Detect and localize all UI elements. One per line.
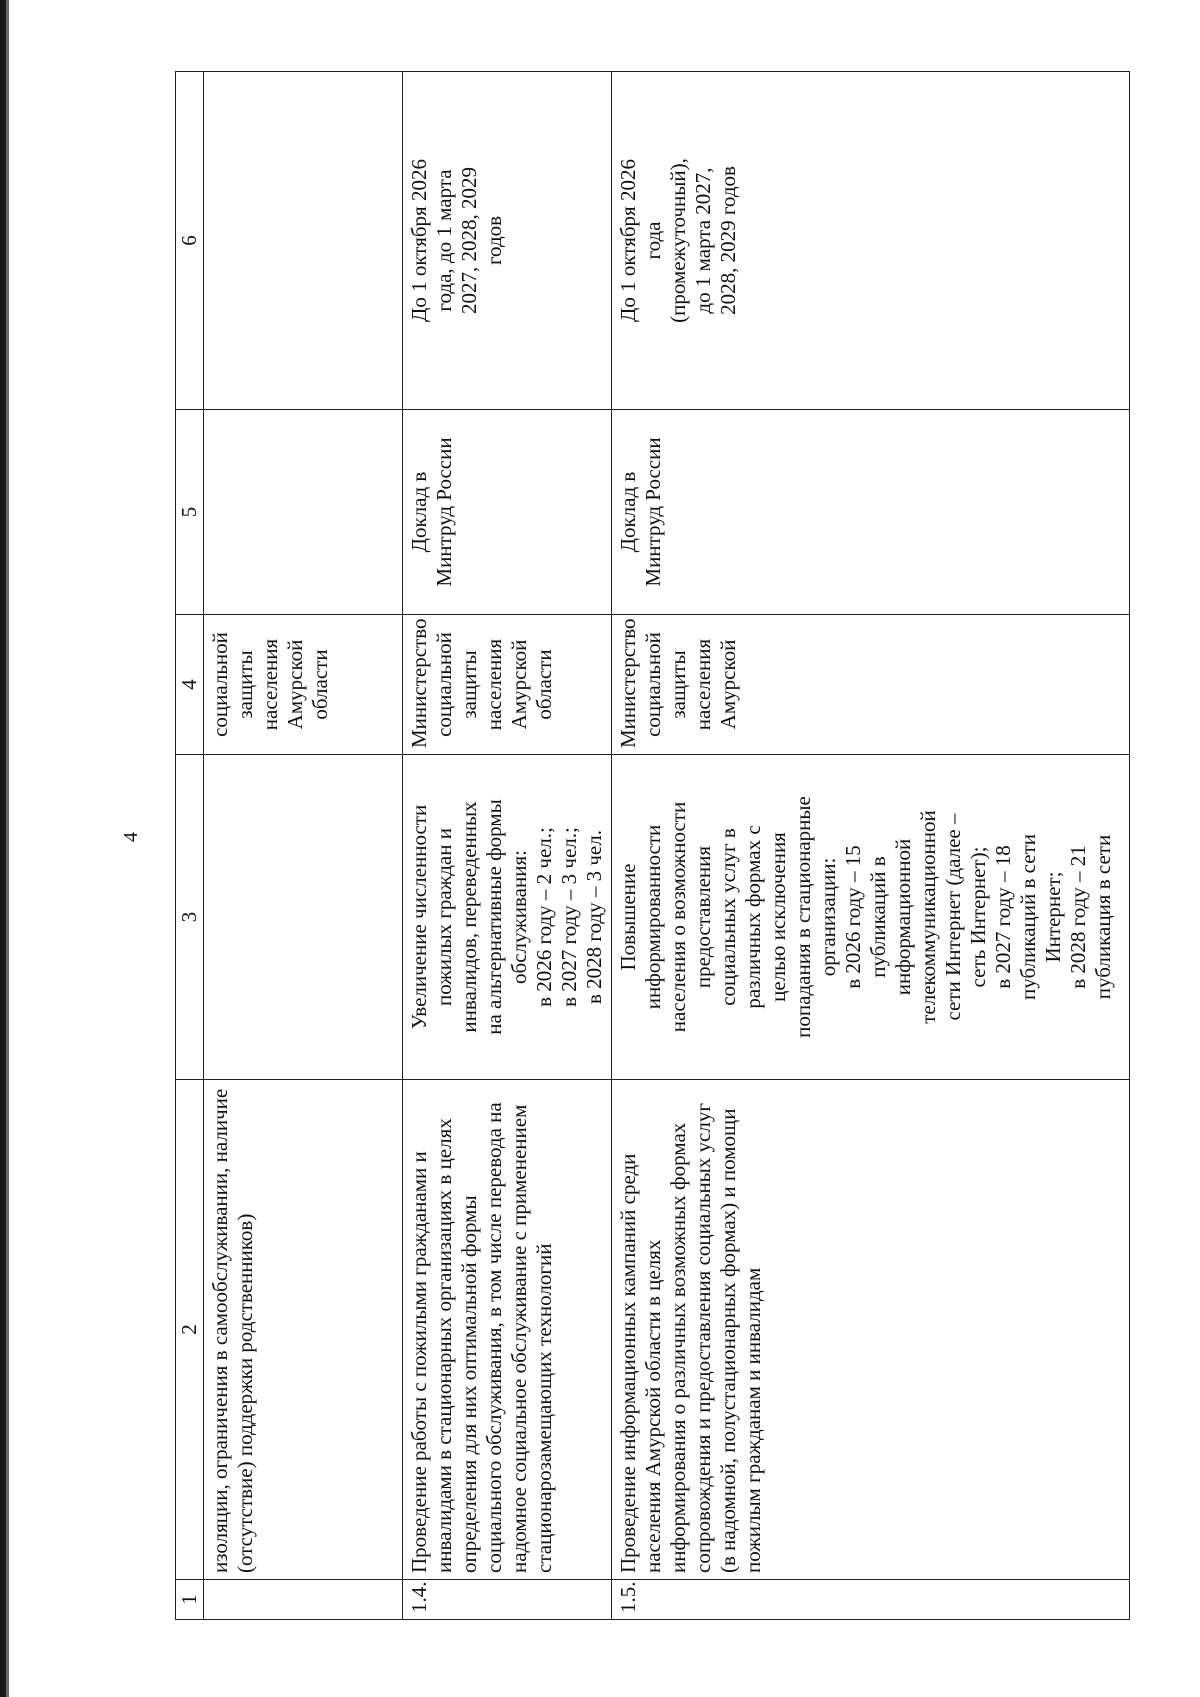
responsible-cell: Министерство социальной защиты населения Амурской [612,615,1130,755]
deadline-cell [204,72,403,410]
measures-table [175,71,1130,1620]
header-col-4: 4 [176,615,204,755]
measure-cell: изоляции, ограничения в самообслуживании, наличие (отсутствие) поддержки родственников) [204,1080,403,1580]
result-cell [204,755,403,1080]
form-cell [204,410,403,615]
scan-edge-shadow [6,0,9,1697]
table-row [204,72,403,1620]
table-row [403,72,612,1620]
measure-cell: Проведение работы с пожилыми гражданами и инвалидами в стационарных организациях в целях определения для них оптимальной формы социального обслуживания, в том числе перевода на надомное социальное обслуживание с применением стационарозамещающих технологий [403,1080,612,1580]
table-row [612,72,1130,1620]
header-col-3: 3 [176,755,204,1080]
measure-cell: Проведение информационных кампаний среди населения Амурской области в целях информирования о различных возможных формах сопровождения и предоставления социальных услуг (в надомной, полустационарных формах) и помощи пожилым гражданам и инвалидам [612,1080,1130,1580]
page-number: 4 [120,832,142,842]
row-number: 1.5. [612,1580,1130,1620]
form-cell: Доклад в Минтруд России [403,410,612,615]
header-col-2: 2 [176,1080,204,1580]
header-row [176,72,204,1620]
row-number: 1.4. [403,1580,612,1620]
responsible-cell: социальной защиты населения Амурской области [204,615,403,755]
rotated-page [175,72,1130,1620]
header-col-1: 1 [176,1580,204,1620]
header-col-5: 5 [176,410,204,615]
deadline-cell: До 1 октября 2026 года (промежуточный), до 1 марта 2027, 2028, 2029 годов [612,72,1130,410]
row-number [204,1580,403,1620]
deadline-cell: До 1 октября 2026 года, до 1 марта 2027, 2028, 2029 годов [403,72,612,410]
responsible-cell: Министерство социальной защиты населения Амурской области [403,615,612,755]
header-col-6: 6 [176,72,204,410]
result-cell: Повышение информированности населения о возможности предоставления социальных услуг в различных формах с целью исключения попадания в стационарные организации: в 2026 году – 15 публикаций в информационной телекоммуникационной сети Интернет (далее – сеть Интернет); в 2027 году – 18 публикаций в сети Интернет; в 2028 году – 21 публикация в сети [612,755,1130,1080]
form-cell: Доклад в Минтруд России [612,410,1130,615]
result-cell: Увеличение численности пожилых граждан и инвалидов, переведенных на альтернативные формы обслуживания: в 2026 году – 2 чел.; в 2027 году – 3 чел.; в 2028 году – 3 чел. [403,755,612,1080]
